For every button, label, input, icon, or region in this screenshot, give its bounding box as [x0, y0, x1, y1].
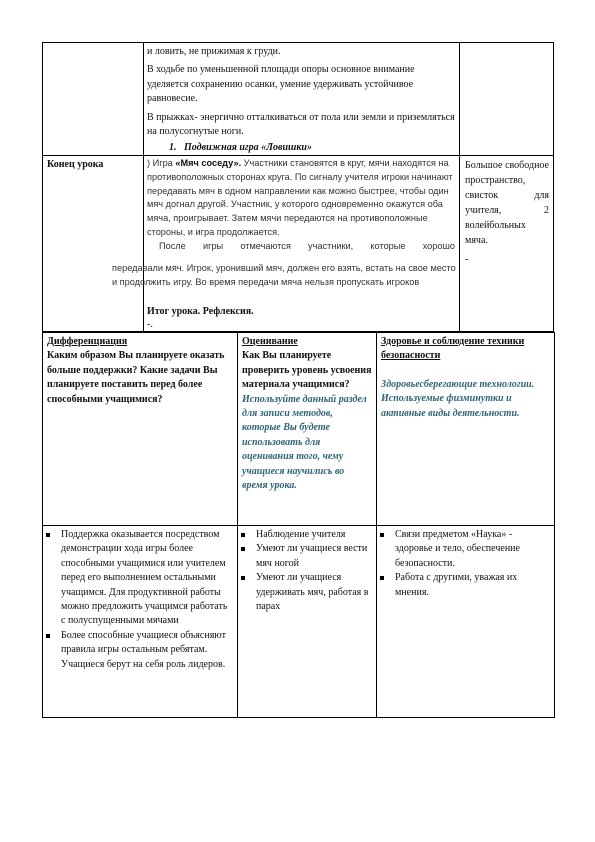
- list-item: Более способные учащиеся объясняют правила игры остальным ребятам. Учащиеся берут на себя роль лидеров.: [43, 629, 233, 672]
- list-item: Поддержка оказывается посредством демонстрации хода игры более способными учащимися или учителем перед его выполнением остальными учащимся. Для продуктивной работы можно предложить учащимся работать с полуспущенными мячами: [43, 528, 233, 629]
- end-of-lesson-label: Конец урока: [47, 159, 104, 170]
- game-name: «Мяч соседу».: [175, 158, 242, 168]
- assess-hint: Используйте данный раздел для записи методов, которые Вы будете использовать для оценивания того, чему учащиеся научились во время урока.: [242, 393, 367, 492]
- after-game-line-2: передавали мяч. Игрок, уронивший мяч, должен его взять, встать на свое место и продолжить игру. Во время передачи мяча нельзя пропускать игроков: [112, 263, 456, 287]
- top-row-content: [147, 45, 455, 156]
- list-item: Связи предметом «Наука» - здоровье и тело, обеспечение безопасности.: [377, 528, 549, 571]
- top-text-1: и ловить, не прижимая к груди.: [147, 46, 281, 57]
- game-number: 1.: [169, 142, 177, 154]
- health-list: [377, 528, 549, 600]
- top-table-col-divider-2: [459, 42, 460, 332]
- list-item: Наблюдение учителя: [238, 528, 372, 542]
- after-game-line-1: После игры отмечаются участники, которые хорошо: [159, 240, 455, 251]
- end-row-game-block: [147, 157, 455, 254]
- game-title: Подвижная игра «Ловишки»: [184, 142, 312, 154]
- game-description: [147, 157, 455, 240]
- diff-title: Дифференциация: [47, 336, 128, 347]
- assess-title: Оценивание: [242, 336, 298, 347]
- health-header-cell: [381, 335, 549, 421]
- health-title: Здоровье и соблюдение техники безопасности: [381, 336, 525, 362]
- resources-tail: -: [465, 254, 469, 265]
- list-item: Работа с другими, уважая их мнения.: [377, 571, 549, 600]
- assess-question: Как Вы планируете проверить уровень усвоения материала учащимися?: [242, 350, 372, 391]
- top-text-2: В ходьбе по уменьшенной площади опоры основное внимание уделяется сохранению осанки, умение удерживать устойчивое равновесие.: [147, 64, 415, 105]
- summary-dash: -.: [147, 319, 153, 330]
- assess-list: [238, 528, 372, 614]
- game-heading: [147, 141, 455, 155]
- diff-list: [43, 528, 233, 672]
- lesson-summary: Итог урока. Рефлексия.: [147, 306, 254, 317]
- game-prefix: ) Игра: [147, 158, 176, 168]
- bottom-table-row-divider: [42, 525, 555, 526]
- resources-text: Большое свободное пространство, свисток для учителя, 2 волейбольных мяча.: [465, 160, 549, 246]
- game-text: Участники становятся в круг, мячи находятся на противоположных сторонах круга. По сигналу учителя игроки начинают передавать мяч в одном направлении как можно быстрее, чтобы один мяч догнал другой. Участник, у которого одновременно окажутся оба мяча, проигрывает. Затем мячи передаются на противоположные стороны, и игра продолжается.: [147, 158, 453, 237]
- list-item: Умеют ли учащиеся вести мяч ногой: [238, 542, 372, 571]
- top-text-3: В прыжках- энергично отталкиваться от пола или земли и приземляться на полусогнутые ноги.: [147, 111, 455, 138]
- diff-header-cell: [47, 335, 232, 407]
- assess-header-cell: [242, 335, 372, 493]
- health-hint: Здоровьесберегающие технологии. Используемые физминутки и активные виды деятельности.: [381, 378, 535, 419]
- diff-question: Каким образом Вы планируете оказать больше поддержки? Какие задачи Вы планируете поставить перед более способными учащимися?: [47, 350, 225, 405]
- list-item: Умеют ли учащиеся удерживать мяч, работая в парах: [238, 571, 372, 614]
